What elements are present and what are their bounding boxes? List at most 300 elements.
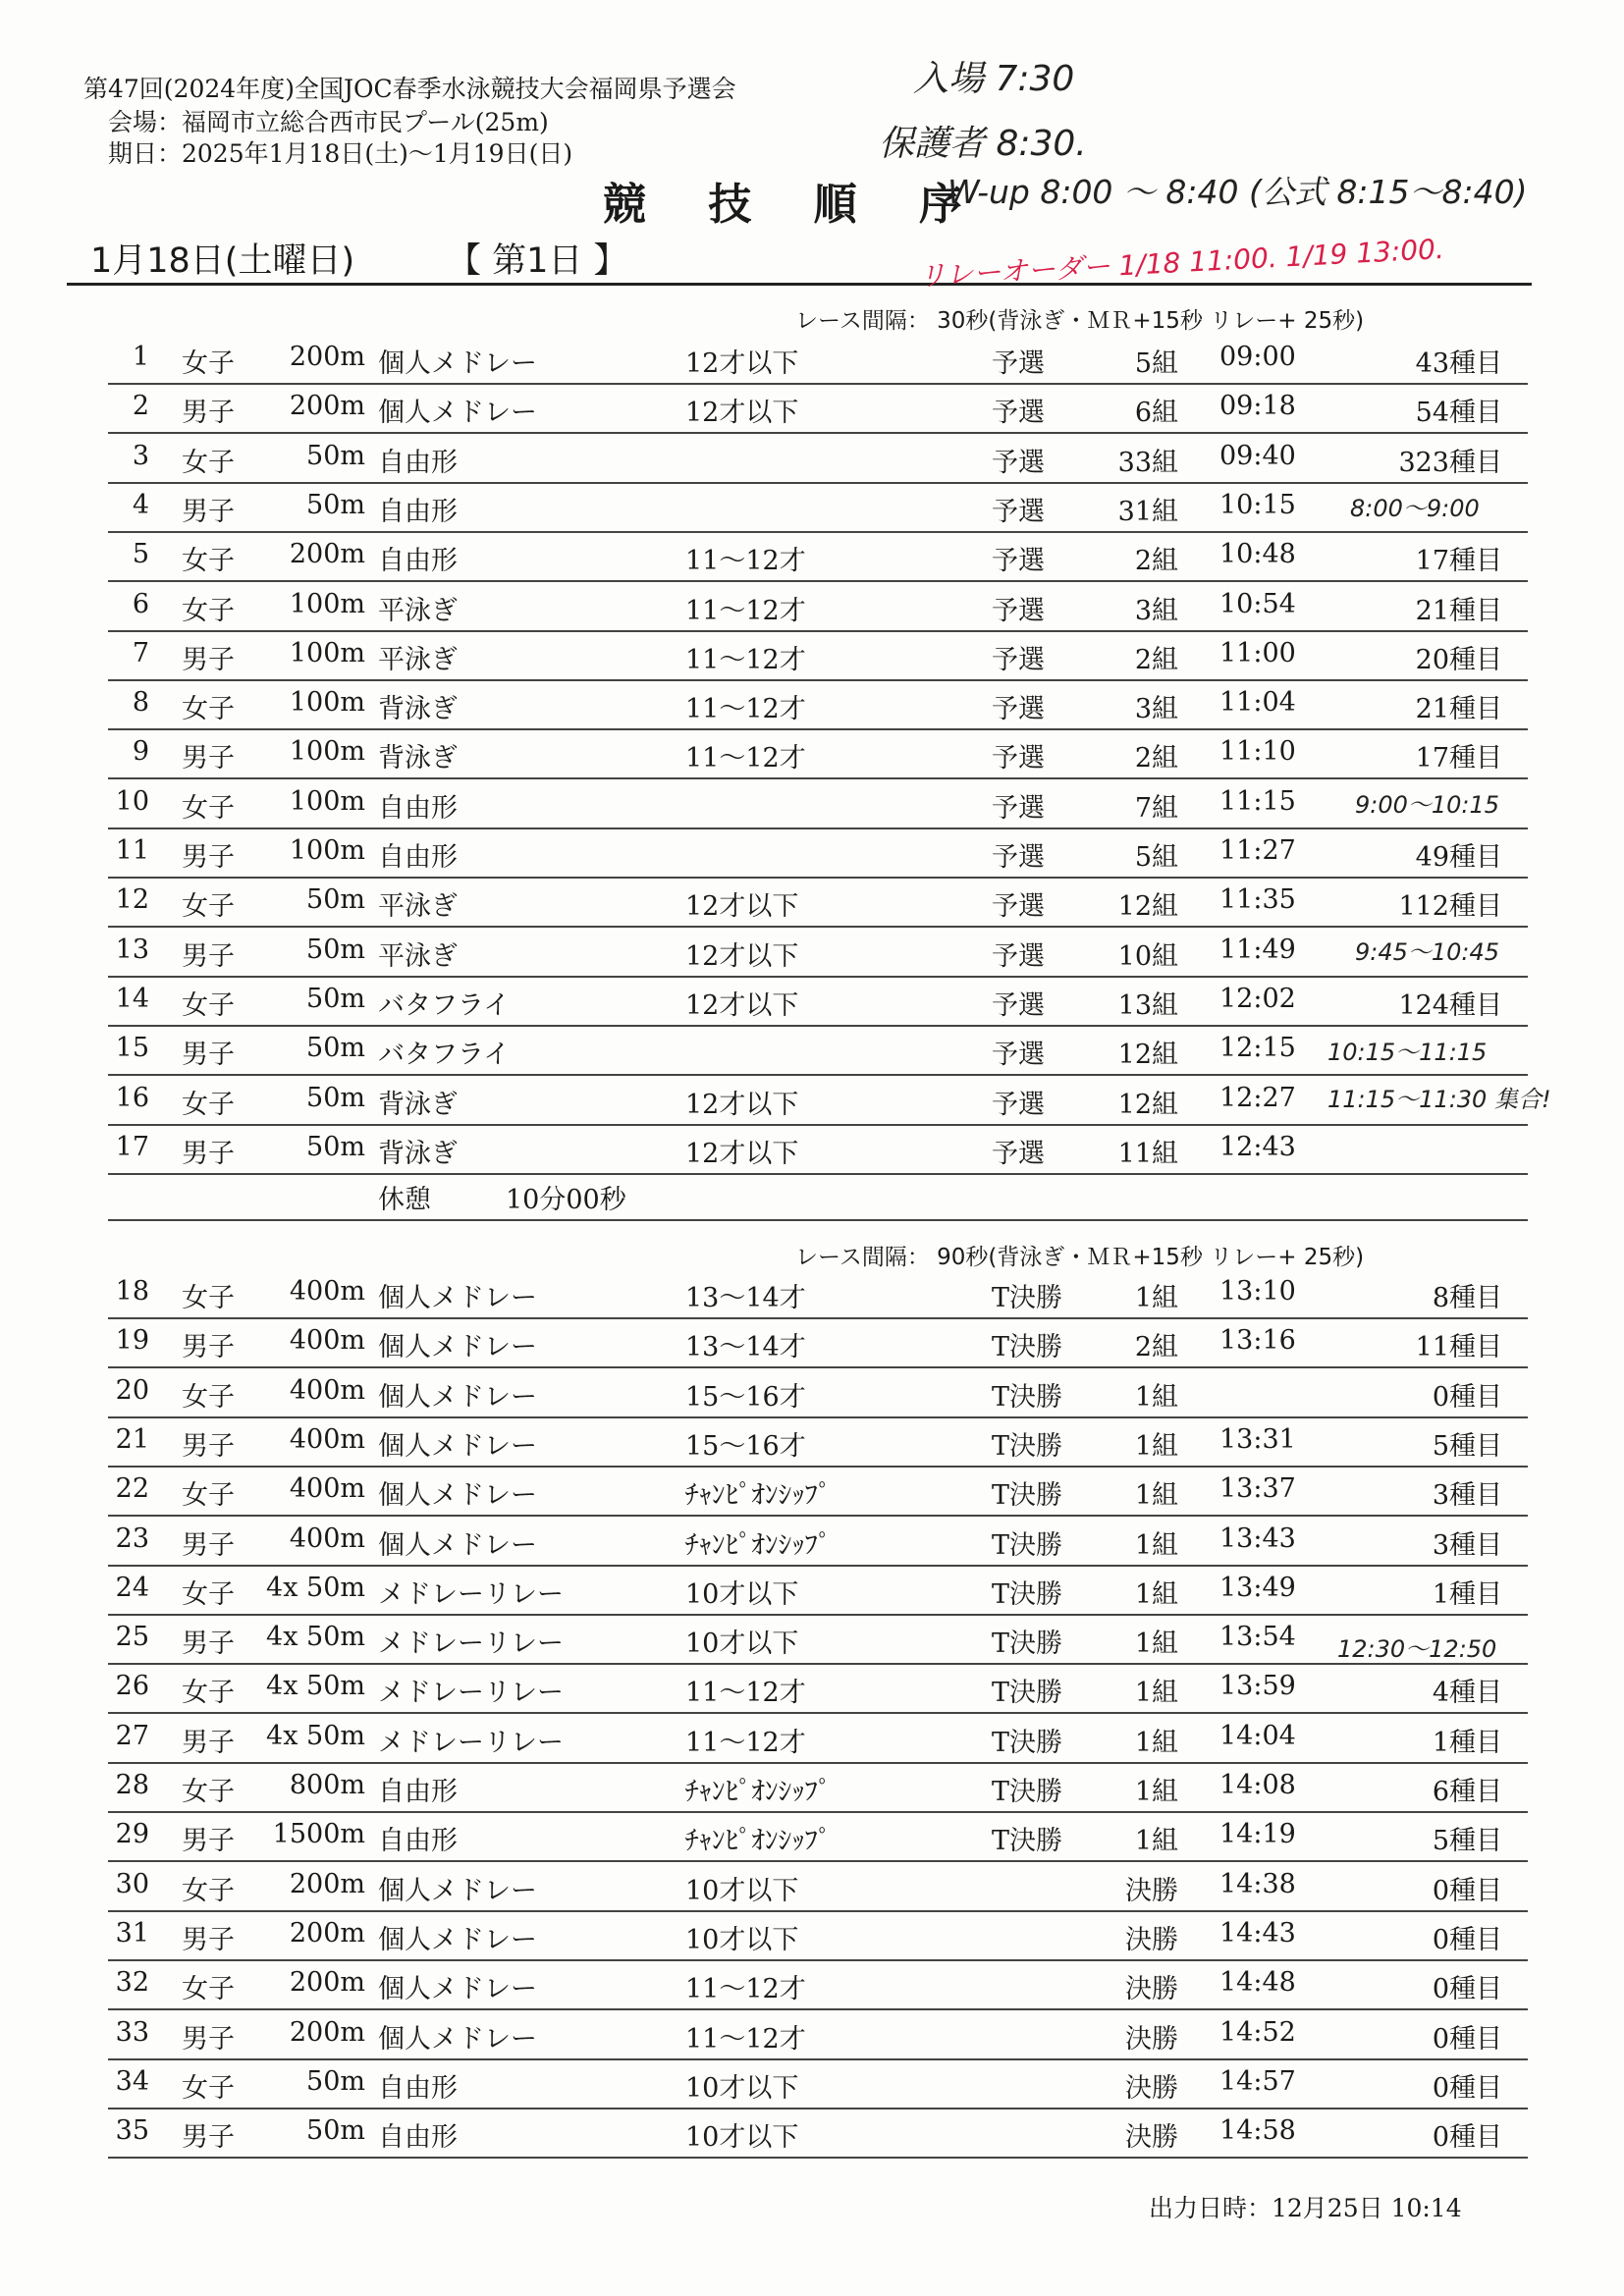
event-sex: 女子 bbox=[182, 595, 235, 626]
event-count: 1種目 bbox=[1432, 1578, 1502, 1610]
event-groups: 1組 bbox=[1134, 1578, 1178, 1610]
event-sex: 男子 bbox=[182, 1727, 235, 1758]
event-time: 09:00 bbox=[1219, 342, 1296, 372]
event-row bbox=[108, 1910, 1528, 1961]
event-groups: 1組 bbox=[1134, 1480, 1178, 1512]
event-round: 予選 bbox=[992, 842, 1045, 873]
event-round: T決勝 bbox=[992, 1480, 1063, 1512]
event-age: 10才以下 bbox=[685, 1875, 799, 1906]
event-groups: 6組 bbox=[1134, 398, 1178, 429]
event-style: 自由形 bbox=[378, 792, 458, 824]
event-round: T決勝 bbox=[992, 1578, 1063, 1610]
event-time: 11:10 bbox=[1219, 736, 1296, 768]
event-dist: 100m bbox=[289, 687, 365, 719]
event-style: 個人メドレー bbox=[378, 398, 537, 429]
event-row bbox=[108, 1565, 1528, 1616]
event-time: 12:27 bbox=[1219, 1082, 1296, 1113]
event-row bbox=[108, 1075, 1528, 1126]
event-style: 個人メドレー bbox=[378, 348, 537, 379]
event-groups: 決勝 bbox=[1125, 2122, 1178, 2154]
event-count: 20種目 bbox=[1415, 644, 1502, 675]
event-sex: 男子 bbox=[182, 940, 235, 972]
event-age: 12才以下 bbox=[685, 398, 799, 429]
event-dist: 100m bbox=[289, 835, 365, 866]
event-row bbox=[108, 1124, 1528, 1175]
event-groups: 1組 bbox=[1134, 1283, 1178, 1313]
event-dist: 200m bbox=[289, 2016, 365, 2048]
event-sex: 男子 bbox=[182, 1138, 235, 1169]
event-age: 10才以下 bbox=[685, 1629, 799, 1660]
event-count: 11種目 bbox=[1415, 1332, 1502, 1363]
event-round: 予選 bbox=[992, 989, 1045, 1021]
event-time: 13:54 bbox=[1219, 1622, 1296, 1653]
event-age: 12才以下 bbox=[685, 348, 799, 379]
event-style: 個人メドレー bbox=[378, 1875, 537, 1906]
event-sex: 女子 bbox=[182, 1283, 235, 1313]
event-style: バタフライ bbox=[378, 1040, 511, 1071]
event-time: 14:19 bbox=[1219, 1819, 1296, 1850]
event-groups: 1組 bbox=[1134, 1529, 1178, 1561]
event-round: 予選 bbox=[992, 940, 1045, 972]
event-dist: 400m bbox=[289, 1325, 365, 1357]
event-dist: 400m bbox=[289, 1473, 365, 1505]
event-style: 平泳ぎ bbox=[378, 940, 458, 972]
event-count: 21種目 bbox=[1415, 595, 1502, 626]
event-count: 0種目 bbox=[1432, 1924, 1502, 1955]
event-no: 1 bbox=[132, 342, 149, 372]
event-time: 14:57 bbox=[1219, 2065, 1296, 2097]
event-groups: 1組 bbox=[1134, 1629, 1178, 1660]
event-round: 予選 bbox=[992, 792, 1045, 824]
race-interval-2: レース間隔： 90秒(背泳ぎ・ＭＲ+15秒 リレー+ 25秒) bbox=[795, 1245, 1365, 1270]
event-sex: 女子 bbox=[182, 1678, 235, 1709]
event-no: 22 bbox=[115, 1473, 149, 1505]
event-sex: 男子 bbox=[182, 2023, 235, 2055]
event-dist: 4x 50m bbox=[266, 1572, 365, 1603]
event-sex: 男子 bbox=[182, 1629, 235, 1660]
event-sex: 男子 bbox=[182, 1924, 235, 1955]
event-no: 4 bbox=[132, 489, 149, 520]
event-groups: 1組 bbox=[1134, 1430, 1178, 1462]
event-time: 14:58 bbox=[1219, 2115, 1296, 2147]
event-row bbox=[108, 877, 1528, 928]
event-time: 10:48 bbox=[1219, 539, 1296, 570]
event-dist: 50m bbox=[306, 2115, 365, 2147]
event-style: 個人メドレー bbox=[378, 1283, 537, 1313]
event-no: 13 bbox=[115, 934, 149, 965]
venue: 会場：福岡市立総合西市民プール(25m) bbox=[108, 108, 549, 136]
event-count: 49種目 bbox=[1415, 842, 1502, 873]
event-no: 2 bbox=[132, 391, 149, 422]
event-sex: 女子 bbox=[182, 1777, 235, 1807]
event-no: 14 bbox=[115, 983, 149, 1014]
break-duration: 10分00秒 bbox=[506, 1185, 626, 1215]
event-age: ﾁｬﾝﾋﾟｵﾝｼｯﾌﾟ bbox=[685, 1777, 832, 1807]
event-row bbox=[108, 927, 1528, 978]
event-dist: 50m bbox=[306, 1082, 365, 1113]
day-label: 【 第1日 】 bbox=[447, 241, 628, 281]
event-style: 個人メドレー bbox=[378, 1332, 537, 1363]
event-no: 18 bbox=[115, 1276, 149, 1307]
event-age: 10才以下 bbox=[685, 1924, 799, 1955]
event-sex: 男子 bbox=[182, 842, 235, 873]
event-row bbox=[108, 728, 1528, 779]
event-dist: 200m bbox=[289, 539, 365, 570]
event-age: 12才以下 bbox=[685, 891, 799, 923]
event-age: 10才以下 bbox=[685, 2122, 799, 2154]
event-row bbox=[108, 1416, 1528, 1468]
handwritten-note-event15: 10:15～11:15 bbox=[1327, 1039, 1488, 1066]
event-no: 23 bbox=[115, 1522, 149, 1554]
event-dist: 400m bbox=[289, 1522, 365, 1554]
event-age: 10才以下 bbox=[685, 1578, 799, 1610]
event-sex: 女子 bbox=[182, 2072, 235, 2104]
event-count: 0種目 bbox=[1432, 2072, 1502, 2104]
event-dist: 50m bbox=[306, 489, 365, 520]
event-time: 13:16 bbox=[1219, 1325, 1296, 1357]
event-row bbox=[108, 2108, 1528, 2159]
event-time: 09:40 bbox=[1219, 440, 1296, 471]
event-count: 54種目 bbox=[1415, 398, 1502, 429]
event-groups: 決勝 bbox=[1125, 1875, 1178, 1906]
event-count: 0種目 bbox=[1432, 1974, 1502, 2005]
event-no: 29 bbox=[115, 1819, 149, 1850]
event-count: 21種目 bbox=[1415, 694, 1502, 725]
event-count: 0種目 bbox=[1432, 1875, 1502, 1906]
event-age: 15～16才 bbox=[685, 1381, 806, 1413]
event-style: バタフライ bbox=[378, 989, 511, 1021]
event-sex: 男子 bbox=[182, 496, 235, 527]
event-round: T決勝 bbox=[992, 1629, 1063, 1660]
event-no: 31 bbox=[115, 1917, 149, 1949]
event-style: メドレーリレー bbox=[378, 1629, 564, 1660]
event-groups: 1組 bbox=[1134, 1826, 1178, 1857]
event-row bbox=[108, 1466, 1528, 1517]
event-count: 3種目 bbox=[1432, 1480, 1502, 1512]
event-round: T決勝 bbox=[992, 1678, 1063, 1709]
event-row bbox=[108, 1713, 1528, 1764]
event-sex: 男子 bbox=[182, 1529, 235, 1561]
event-age: 11～12才 bbox=[685, 1678, 806, 1709]
dates: 期日：2025年1月18日(土)～1月19日(日) bbox=[108, 139, 573, 168]
event-row bbox=[108, 828, 1528, 879]
event-row bbox=[108, 482, 1528, 533]
event-no: 7 bbox=[132, 637, 149, 668]
event-count: 3種目 bbox=[1432, 1529, 1502, 1561]
event-dist: 200m bbox=[289, 1868, 365, 1899]
event-groups: 33組 bbox=[1117, 447, 1178, 478]
event-sex: 女子 bbox=[182, 546, 235, 577]
event-time: 13:43 bbox=[1219, 1522, 1296, 1554]
handwritten-note-event10: 9:00～10:15 bbox=[1355, 791, 1500, 819]
event-no: 24 bbox=[115, 1572, 149, 1603]
event-row bbox=[108, 433, 1528, 484]
output-timestamp: 出力日時：12月25日 10:14 bbox=[1149, 2194, 1462, 2222]
event-row bbox=[108, 1317, 1528, 1368]
event-age: 10才以下 bbox=[685, 2072, 799, 2104]
event-age: 12才以下 bbox=[685, 989, 799, 1021]
event-time: 10:15 bbox=[1219, 489, 1296, 520]
event-style: メドレーリレー bbox=[378, 1678, 564, 1709]
event-sex: 女子 bbox=[182, 989, 235, 1021]
event-no: 26 bbox=[115, 1671, 149, 1702]
handwritten-guardian-time: 保護者 8:30. bbox=[879, 124, 1087, 164]
event-sex: 男子 bbox=[182, 398, 235, 429]
event-dist: 4x 50m bbox=[266, 1622, 365, 1653]
event-no: 28 bbox=[115, 1770, 149, 1800]
event-time: 13:49 bbox=[1219, 1572, 1296, 1603]
event-style: 平泳ぎ bbox=[378, 891, 458, 923]
event-dist: 200m bbox=[289, 342, 365, 372]
event-style: 個人メドレー bbox=[378, 2023, 537, 2055]
event-sex: 女子 bbox=[182, 694, 235, 725]
event-no: 25 bbox=[115, 1622, 149, 1653]
event-round: T決勝 bbox=[992, 1529, 1063, 1561]
event-round: T決勝 bbox=[992, 1430, 1063, 1462]
event-age: 11～12才 bbox=[685, 546, 806, 577]
event-sex: 男子 bbox=[182, 1430, 235, 1462]
break-label: 休憩 bbox=[378, 1185, 431, 1215]
event-no: 17 bbox=[115, 1131, 149, 1162]
event-row bbox=[108, 679, 1528, 730]
event-count: 17種目 bbox=[1415, 546, 1502, 577]
event-groups: 2組 bbox=[1134, 1332, 1178, 1363]
event-groups: 1組 bbox=[1134, 1678, 1178, 1709]
event-row bbox=[108, 1025, 1528, 1076]
event-row bbox=[108, 581, 1528, 632]
event-round: T決勝 bbox=[992, 1332, 1063, 1363]
event-groups: 2組 bbox=[1134, 743, 1178, 774]
event-sex: 女子 bbox=[182, 1480, 235, 1512]
event-round: 予選 bbox=[992, 1040, 1045, 1071]
event-style: 背泳ぎ bbox=[378, 1138, 458, 1169]
event-groups: 決勝 bbox=[1125, 1924, 1178, 1955]
break-row bbox=[108, 1170, 1528, 1221]
event-count: 6種目 bbox=[1432, 1777, 1502, 1807]
event-dist: 800m bbox=[289, 1770, 365, 1800]
event-no: 9 bbox=[132, 736, 149, 768]
event-row bbox=[108, 2009, 1528, 2060]
page-title: 競 技 順 序 bbox=[603, 180, 986, 230]
event-no: 32 bbox=[115, 1967, 149, 1999]
event-age: 11～12才 bbox=[685, 1727, 806, 1758]
event-style: 個人メドレー bbox=[378, 1974, 537, 2005]
event-round: 予選 bbox=[992, 398, 1045, 429]
event-sex: 男子 bbox=[182, 1826, 235, 1857]
event-sex: 女子 bbox=[182, 792, 235, 824]
event-age: 13～14才 bbox=[685, 1332, 806, 1363]
event-no: 8 bbox=[132, 687, 149, 719]
event-no: 16 bbox=[115, 1082, 149, 1113]
event-groups: 10組 bbox=[1117, 940, 1178, 972]
event-row bbox=[108, 1663, 1528, 1714]
event-no: 21 bbox=[115, 1423, 149, 1455]
event-time: 14:04 bbox=[1219, 1720, 1296, 1751]
event-no: 27 bbox=[115, 1720, 149, 1751]
event-row bbox=[108, 1811, 1528, 1862]
event-age: 11～12才 bbox=[685, 743, 806, 774]
event-count: 5種目 bbox=[1432, 1826, 1502, 1857]
event-round: 予選 bbox=[992, 595, 1045, 626]
event-groups: 5組 bbox=[1134, 842, 1178, 873]
event-no: 30 bbox=[115, 1868, 149, 1899]
event-row bbox=[108, 1959, 1528, 2010]
event-style: 個人メドレー bbox=[378, 1381, 537, 1413]
event-round: T決勝 bbox=[992, 1283, 1063, 1313]
event-round: 予選 bbox=[992, 447, 1045, 478]
event-groups: 3組 bbox=[1134, 595, 1178, 626]
event-age: 12才以下 bbox=[685, 1089, 799, 1120]
event-groups: 2組 bbox=[1134, 546, 1178, 577]
event-dist: 200m bbox=[289, 1967, 365, 1999]
event-time: 10:54 bbox=[1219, 588, 1296, 619]
event-round: 予選 bbox=[992, 348, 1045, 379]
event-row bbox=[108, 976, 1528, 1027]
event-groups: 3組 bbox=[1134, 694, 1178, 725]
day-heading: 1月18日(土曜日) bbox=[90, 241, 355, 281]
event-no: 19 bbox=[115, 1325, 149, 1357]
event-style: 自由形 bbox=[378, 1826, 458, 1857]
event-row bbox=[108, 778, 1528, 829]
race-interval-1: レース間隔： 30秒(背泳ぎ・ＭＲ+15秒 リレー+ 25秒) bbox=[795, 308, 1365, 334]
event-groups: 12組 bbox=[1117, 891, 1178, 923]
event-time: 12:02 bbox=[1219, 983, 1296, 1014]
event-row bbox=[108, 1516, 1528, 1567]
event-no: 5 bbox=[132, 539, 149, 570]
event-round: T決勝 bbox=[992, 1777, 1063, 1807]
event-row bbox=[108, 1367, 1528, 1418]
event-no: 11 bbox=[115, 835, 149, 866]
event-count: 0種目 bbox=[1432, 2122, 1502, 2154]
event-age: 11～12才 bbox=[685, 694, 806, 725]
event-groups: 決勝 bbox=[1125, 1974, 1178, 2005]
event-dist: 200m bbox=[289, 391, 365, 422]
event-time: 09:18 bbox=[1219, 391, 1296, 422]
handwritten-entry-time: 入場 7:30 bbox=[913, 59, 1075, 99]
event-count: 112種目 bbox=[1398, 891, 1502, 923]
event-age: 12才以下 bbox=[685, 1138, 799, 1169]
event-style: 自由形 bbox=[378, 2072, 458, 2104]
handwritten-note-event13: 9:45～10:45 bbox=[1355, 938, 1500, 966]
event-groups: 決勝 bbox=[1125, 2023, 1178, 2055]
event-age: 11～12才 bbox=[685, 595, 806, 626]
event-count: 17種目 bbox=[1415, 743, 1502, 774]
event-no: 34 bbox=[115, 2065, 149, 2097]
event-time: 11:49 bbox=[1219, 934, 1296, 965]
event-age: ﾁｬﾝﾋﾟｵﾝｼｯﾌﾟ bbox=[685, 1826, 832, 1857]
event-groups: 13組 bbox=[1117, 989, 1178, 1021]
event-no: 20 bbox=[115, 1374, 149, 1406]
event-no: 33 bbox=[115, 2016, 149, 2048]
event-style: 背泳ぎ bbox=[378, 1089, 458, 1120]
event-dist: 400m bbox=[289, 1276, 365, 1307]
meet-title: 第47回(2024年度)全国JOC春季水泳競技大会福岡県予選会 bbox=[83, 75, 736, 103]
event-style: 自由形 bbox=[378, 447, 458, 478]
event-count: 124種目 bbox=[1398, 989, 1502, 1021]
event-dist: 50m bbox=[306, 1033, 365, 1064]
event-style: メドレーリレー bbox=[378, 1578, 564, 1610]
event-row bbox=[108, 630, 1528, 681]
event-style: 自由形 bbox=[378, 2122, 458, 2154]
event-sex: 男子 bbox=[182, 644, 235, 675]
event-sex: 女子 bbox=[182, 1875, 235, 1906]
event-dist: 50m bbox=[306, 934, 365, 965]
event-time: 11:27 bbox=[1219, 835, 1296, 866]
event-dist: 4x 50m bbox=[266, 1720, 365, 1751]
event-time: 13:37 bbox=[1219, 1473, 1296, 1505]
event-dist: 100m bbox=[289, 588, 365, 619]
event-time: 11:15 bbox=[1219, 785, 1296, 817]
event-dist: 50m bbox=[306, 1131, 365, 1162]
event-no: 35 bbox=[115, 2115, 149, 2147]
event-style: 自由形 bbox=[378, 842, 458, 873]
event-round: T決勝 bbox=[992, 1381, 1063, 1413]
event-time: 11:04 bbox=[1219, 687, 1296, 719]
event-count: 0種目 bbox=[1432, 1381, 1502, 1413]
event-time: 13:31 bbox=[1219, 1423, 1296, 1455]
event-row bbox=[108, 1268, 1528, 1319]
event-time: 14:52 bbox=[1219, 2016, 1296, 2048]
event-time: 12:15 bbox=[1219, 1033, 1296, 1064]
event-style: 自由形 bbox=[378, 1777, 458, 1807]
event-no: 12 bbox=[115, 884, 149, 916]
handwritten-note-event25: 12:30～12:50 bbox=[1337, 1635, 1497, 1663]
event-groups: 1組 bbox=[1134, 1777, 1178, 1807]
event-dist: 50m bbox=[306, 884, 365, 916]
event-age: 13～14才 bbox=[685, 1283, 806, 1313]
event-groups: 7組 bbox=[1134, 792, 1178, 824]
event-style: 背泳ぎ bbox=[378, 694, 458, 725]
event-dist: 100m bbox=[289, 785, 365, 817]
event-sex: 女子 bbox=[182, 348, 235, 379]
event-age: ﾁｬﾝﾋﾟｵﾝｼｯﾌﾟ bbox=[685, 1480, 832, 1512]
event-groups: 31組 bbox=[1117, 496, 1178, 527]
header-rule bbox=[67, 283, 1532, 286]
event-count: 323種目 bbox=[1398, 447, 1502, 478]
event-dist: 50m bbox=[306, 983, 365, 1014]
handwritten-relay-order: リレーオーダー 1/18 11:00. 1/19 13:00. bbox=[917, 232, 1445, 294]
event-row bbox=[108, 1614, 1528, 1665]
event-age: 11～12才 bbox=[685, 2023, 806, 2055]
event-row bbox=[108, 1762, 1528, 1813]
event-round: 予選 bbox=[992, 1138, 1045, 1169]
event-count: 5種目 bbox=[1432, 1430, 1502, 1462]
event-dist: 1500m bbox=[272, 1819, 365, 1850]
event-round: 予選 bbox=[992, 546, 1045, 577]
event-groups: 12組 bbox=[1117, 1040, 1178, 1071]
event-dist: 50m bbox=[306, 440, 365, 471]
event-time: 13:10 bbox=[1219, 1276, 1296, 1307]
event-sex: 女子 bbox=[182, 1974, 235, 2005]
event-round: T決勝 bbox=[992, 1727, 1063, 1758]
event-round: 予選 bbox=[992, 743, 1045, 774]
event-count: 4種目 bbox=[1432, 1678, 1502, 1709]
event-round: 予選 bbox=[992, 891, 1045, 923]
event-time: 12:43 bbox=[1219, 1131, 1296, 1162]
event-count: 1種目 bbox=[1432, 1727, 1502, 1758]
handwritten-note-event16: 11:15～11:30 集合! bbox=[1327, 1086, 1551, 1113]
event-time: 11:35 bbox=[1219, 884, 1296, 916]
event-dist: 100m bbox=[289, 736, 365, 768]
event-round: 予選 bbox=[992, 644, 1045, 675]
event-age: 15～16才 bbox=[685, 1430, 806, 1462]
event-style: 個人メドレー bbox=[378, 1430, 537, 1462]
event-age: 12才以下 bbox=[685, 940, 799, 972]
event-time: 14:48 bbox=[1219, 1967, 1296, 1999]
event-groups: 11組 bbox=[1117, 1138, 1178, 1169]
event-round: T決勝 bbox=[992, 1826, 1063, 1857]
event-sex: 女子 bbox=[182, 891, 235, 923]
